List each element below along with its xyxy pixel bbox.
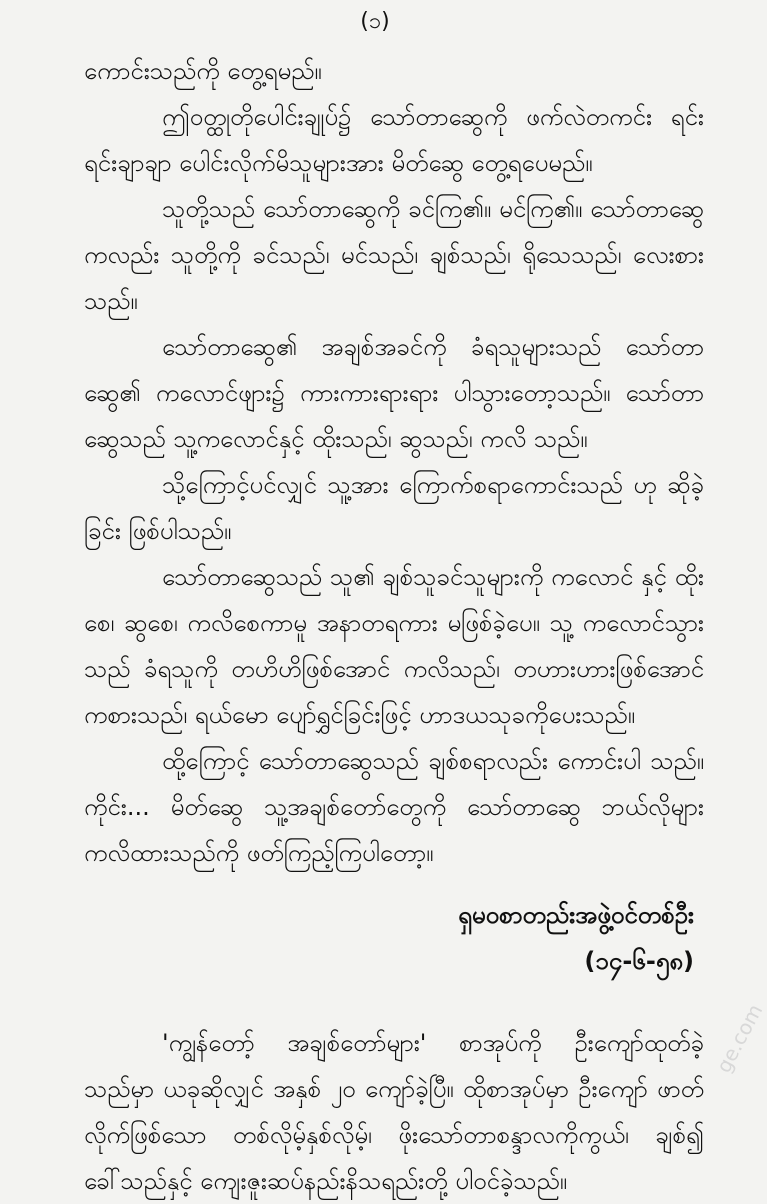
paragraph: ထို့ကြောင့် သော်တာဆွေသည် ချစ်စရာလည်း ကောင်းပါ သည်။ ကိုင်း... မိတ်ဆွေ သူ့အချစ်တော်တွေကို သော်တာဆွေ ဘယ်လိုများ ကလိထားသည်ကို ဖတ်ကြည့်ကြပါတော့။	[84, 747, 704, 867]
paragraph: ဤ၀တ္ထုတိုပေါင်းချုပ်၌ သော်တာဆွေကို ဖက်လဲတကင်း ရင်းရင်းချာချာ ပေါင်းလိုက်မိသူများအား မိတ်ဆွေ တွေ့ရပေမည်။	[84, 103, 704, 177]
paragraph: 'ကျွန်တော့် အချစ်တော်များ' စာအုပ်ကို ဦးကျော်ထုတ်ခဲ့ သည်မှာ ယခုဆိုလျှင် အနှစ် ၂၀ ကျော်ခဲ့ပြီ။ ထိုစာအုပ်မှာ ဦးကျော် ဖာတ်လိုက်ဖြစ်သော တစ်လိုမ့်နှစ်လိုမ့်၊ ဖိုးသော်တာစန္ဒာလကိုကွယ်၊ ချစ်၍ ခေါ်သည်နှင့် ကျေးဇူးဆပ်နည်းနိသရည်းတို့ ပါဝင်ခဲ့သည်။	[84, 1029, 704, 1195]
signature-block	[458, 892, 694, 984]
watermark: ge.com	[711, 1000, 767, 1077]
paragraph: သော်တာဆွေသည် သူ၏ ချစ်သူခင်သူများကို ကလောင် နှင့် ထိုးစေ၊ ဆွစေ၊ ကလိစေကာမူ အနာတရကား မဖြစ်ခဲ့ပေ။ သူ့ ကလောင်သွားသည် ခံရသူကို တဟိဟိဖြစ်အောင် ကလိသည်၊ တဟားဟားဖြစ်အောင် ကစားသည်၊ ရယ်မော ပျော်ရွှင်ခြင်းဖြင့် ဟာဒယသုခကိုပေးသည်။	[84, 563, 704, 729]
paragraph: သူတို့သည် သော်တာဆွေကို ခင်ကြ၏။ မင်ကြ၏။ သော်တာဆွေကလည်း သူတို့ကို ခင်သည်၊ မင်သည်၊ ချစ်သည်၊ ရိုသေသည်၊ လေးစားသည်။	[84, 195, 704, 315]
signature-date: (၁၄-၆-၅၈)	[584, 947, 694, 975]
body-text	[84, 48, 704, 876]
paragraph: သို့ကြောင့်ပင်လျှင် သူ့အား ကြောက်စရာကောင်းသည် ဟု ဆိုခဲ့ခြင်း ဖြစ်ပါသည်။	[84, 471, 704, 545]
paragraph: ကောင်းသည်ကို တွေ့ရမည်။	[84, 57, 322, 85]
paragraph: သော်တာဆွေ၏ အချစ်အခင်ကို ခံရသူများသည် သော်တာ ဆွေ၏ ကလောင်ဖျား၌ ကားကားရားရား ပါသွားတော့သည်။ သော်တာ ဆွေသည် သူ့ကလောင်နှင့် ထိုးသည်၊ ဆွသည်၊ ကလိ သည်။	[84, 333, 704, 453]
page-number: (၁)	[360, 9, 390, 34]
section-2	[84, 1020, 704, 1204]
signature-author: ရှမ၀စာတည်းအဖွဲ့၀င်တစ်ဦး	[458, 901, 694, 929]
